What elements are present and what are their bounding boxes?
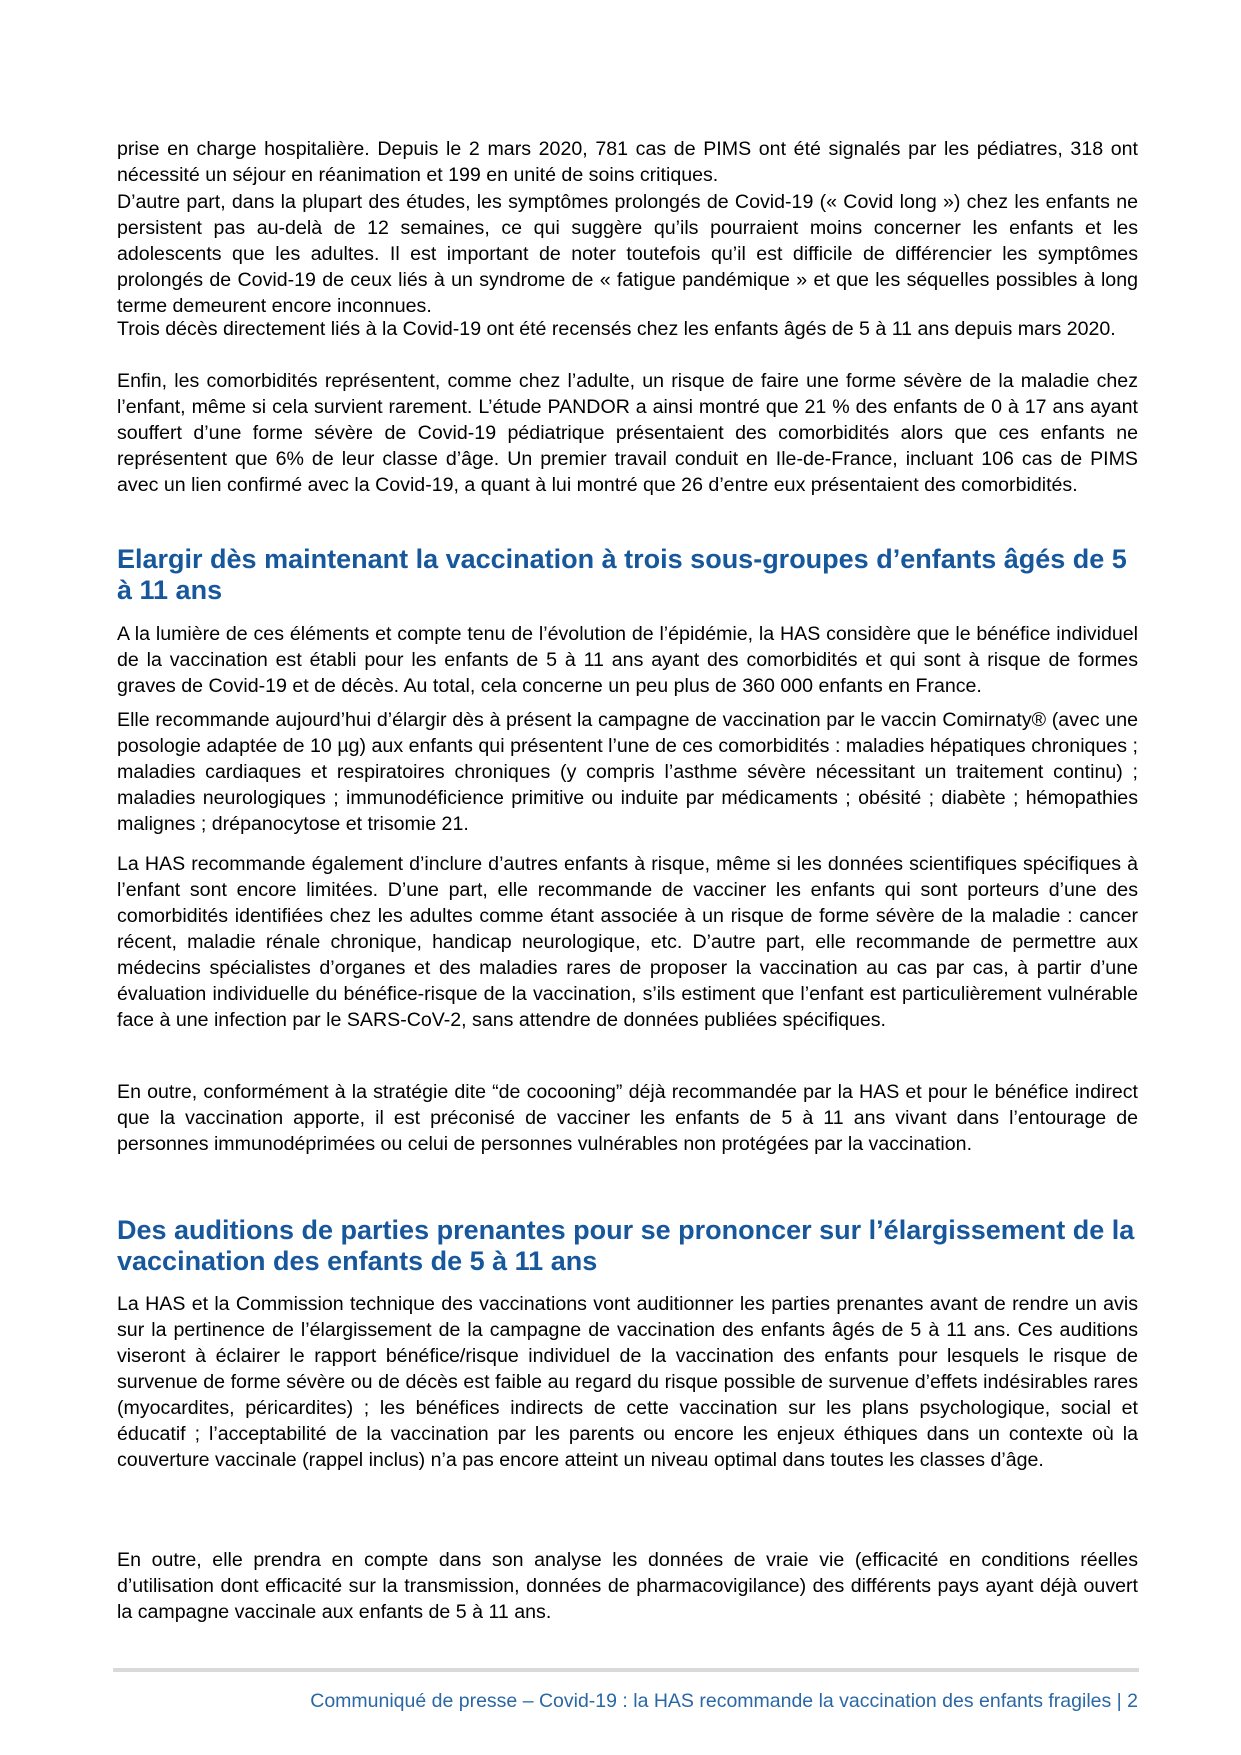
- paragraph-covid-long: D’autre part, dans la plupart des études, les symptômes prolongés de Covid-19 (« Covid long ») chez les enfants ne persistent pas au-delà de 12 semaines, ce qui suggère qu’ils pourraient moins concerner les enfants et les adolescents que les adultes. Il est important de noter toutefois qu’il est difficile de différencier les symptômes prolongés de Covid-19 de ceux liés à un syndrome de « fatigue pandémique » et que les séquelles possibles à long terme demeurent encore inconnues.: [117, 191, 1138, 317]
- footer-divider: [113, 1668, 1139, 1672]
- heading-auditions-parties-prenantes: Des auditions de parties prenantes pour se prononcer sur l’élargissement de la vaccination des enfants de 5 à 11 ans: [117, 1215, 1135, 1276]
- paragraph-comorbidites-pandor: Enfin, les comorbidités représentent, comme chez l’adulte, un risque de faire une forme sévère de la maladie chez l’enfant, même si cela survient rarement. L’étude PANDOR a ainsi montré que 21 % des enfants de 0 à 17 ans ayant souffert d’une forme sévère de Covid-19 pédiatrique présentaient des comorbidités alors que ces enfants ne représentent que 6% de leur classe d’âge. Un premier travail conduit en Ile-de-France, incluant 106 cas de PIMS avec un lien confirmé avec la Covid-19, a quant à lui montré que 26 d’entre eux présentaient des comorbidités.: [117, 370, 1138, 496]
- heading-elargir-vaccination: Elargir dès maintenant la vaccination à trois sous-groupes d’enfants âgés de 5 à 11 ans: [117, 544, 1127, 605]
- paragraph-cocooning: En outre, conformément à la stratégie dite “de cocooning” déjà recommandée par la HAS et pour le bénéfice indirect que la vaccination apporte, il est préconisé de vacciner les enfants de 5 à 11 ans vivant dans l’entourage de personnes immunodéprimées ou celui de personnes vulnérables non protégées par la vaccination.: [117, 1081, 1138, 1155]
- paragraph-autres-enfants-risque: La HAS recommande également d’inclure d’autres enfants à risque, même si les données scientifiques spécifiques à l’enfant sont encore limitées. D’une part, elle recommande de vacciner les enfants qui sont porteurs d’une des comorbidités identifiées chez les adultes comme étant associée à un risque de forme sévère de la maladie : cancer récent, maladie rénale chronique, handicap neurologique, etc. D’autre part, elle recommande de permettre aux médecins spécialistes d’organes et des maladies rares de proposer la vaccination au cas par cas, à partir d’une évaluation individuelle du bénéfice-risque de la vaccination, s’ils estiment que l’enfant est particulièrement vulnérable face à une infection par le SARS-CoV-2, sans attendre de données publiées spécifiques.: [117, 853, 1138, 1031]
- paragraph-deces-recenses: Trois décès directement liés à la Covid-19 ont été recensés chez les enfants âgés de 5 à 11 ans depuis mars 2020.: [117, 318, 1116, 340]
- document-content: [117, 0, 1138, 1755]
- paragraph-pims-stats: prise en charge hospitalière. Depuis le 2 mars 2020, 781 cas de PIMS ont été signalés par les pédiatres, 318 ont nécessité un séjour en réanimation et 199 en unité de soins critiques.: [117, 138, 1138, 186]
- paragraph-benefice-individuel: A la lumière de ces éléments et compte tenu de l’évolution de l’épidémie, la HAS considère que le bénéfice individuel de la vaccination est établi pour les enfants de 5 à 11 ans ayant des comorbidités et qui sont à risque de formes graves de Covid-19 et de décès. Au total, cela concerne un peu plus de 360 000 enfants en France.: [117, 623, 1138, 697]
- paragraph-auditions-benefice-risque: La HAS et la Commission technique des vaccinations vont auditionner les parties prenantes avant de rendre un avis sur la pertinence de l’élargissement de la campagne de vaccination des enfants âgés de 5 à 11 ans. Ces auditions viseront à éclairer le rapport bénéfice/risque individuel de la vaccination des enfants pour lesquels le risque de survenue de forme sévère ou de décès est faible au regard du risque possible de survenue d’effets indésirables rares (myocardites, péricardites) ; les bénéfices indirects de cette vaccination sur les plans psychologique, social et éducatif ; l’acceptabilité de la vaccination par les parents ou encore les enjeux éthiques dans un contexte où la couverture vaccinale (rappel inclus) n’a pas encore atteint un niveau optimal dans toutes les classes d’âge.: [117, 1293, 1138, 1471]
- page-footer-text: Communiqué de presse – Covid-19 : la HAS recommande la vaccination des enfants fragiles | 2: [310, 1690, 1138, 1712]
- paragraph-donnees-vraie-vie: En outre, elle prendra en compte dans son analyse les données de vraie vie (efficacité en conditions réelles d’utilisation dont efficacité sur la transmission, données de pharmacovigilance) des différents pays ayant déjà ouvert la campagne vaccinale aux enfants de 5 à 11 ans.: [117, 1549, 1138, 1623]
- paragraph-comirnaty-comorbidites: Elle recommande aujourd’hui d’élargir dès à présent la campagne de vaccination par le vaccin Comirnaty® (avec une posologie adaptée de 10 µg) aux enfants qui présentent l’une de ces comorbidités : maladies hépatiques chroniques ; maladies cardiaques et respiratoires chroniques (y compris l’asthme sévère nécessitant un traitement continu) ; maladies neurologiques ; immunodéficience primitive ou induite par médicaments ; obésité ; diabète ; hémopathies malignes ; drépanocytose et trisomie 21.: [117, 709, 1138, 835]
